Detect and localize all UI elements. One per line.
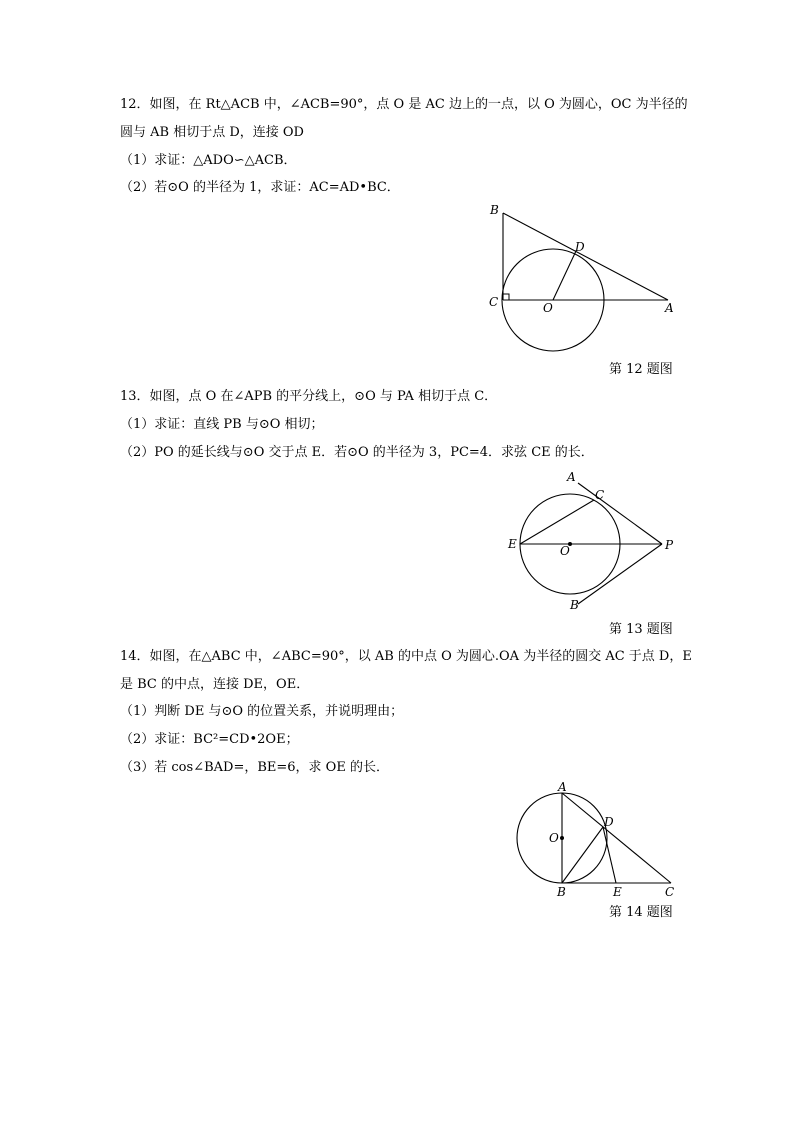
q12-label-B: B <box>490 203 499 217</box>
q12-part1: （1）求证：△ADO∽△ACB． <box>120 153 297 168</box>
q12-line1: 12．如图，在 Rt△ACB 中，∠ACB=90°，点 O 是 AC 边上的一点，以 O 为圆心，OC 为半径的 <box>120 97 688 112</box>
q12-right-angle-mark <box>503 294 509 300</box>
q14-segment-BD <box>562 827 603 883</box>
q13-part1: （1）求证：直线 PB 与⊙O 相切； <box>120 417 324 432</box>
q12-caption: 第 12 题图 <box>609 362 673 377</box>
q14-center-dot <box>560 836 564 840</box>
q13-label-E: E <box>508 537 517 551</box>
q12-label-D: D <box>575 240 585 254</box>
q14-caption: 第 14 题图 <box>609 905 673 920</box>
q13-figure <box>500 466 685 616</box>
q13-label-B: B <box>570 598 579 612</box>
q13-ray-PB <box>578 544 662 604</box>
q14-line1: 14．如图，在△ABC 中，∠ABC=90°，以 AB 的中点 O 为圆心.OA 为半径的圆交 AC 于点 D，E <box>120 649 692 664</box>
q12-label-A: A <box>665 301 674 315</box>
q14-figure <box>505 778 685 898</box>
q12-part2: （2）若⊙O 的半径为 1，求证：AC=AD•BC． <box>120 180 400 195</box>
q14-label-A: A <box>558 780 567 794</box>
q13-caption: 第 13 题图 <box>609 622 673 637</box>
q14-part3: （3）若 cos∠BAD=，BE=6，求 OE 的长． <box>120 760 389 775</box>
q13-label-P: P <box>665 538 674 552</box>
q12-segment-BA <box>503 213 668 300</box>
q14-segment-AC <box>562 793 671 883</box>
q14-label-C: C <box>665 885 675 898</box>
q12-label-O: O <box>543 301 553 315</box>
q14-part2: （2）求证：BC²=CD•2OE； <box>120 732 299 747</box>
q14-label-B: B <box>557 885 566 898</box>
q14-line2: 是 BC 的中点，连接 DE，OE． <box>120 677 310 692</box>
q14-label-D: D <box>604 815 614 829</box>
q12-segment-OD <box>553 251 576 300</box>
q14-label-O: O <box>549 831 559 845</box>
q13-line1: 13．如图，点 O 在∠APB 的平分线上，⊙O 与 PA 相切于点 C． <box>120 389 498 404</box>
q12-line2: 圆与 AB 相切于点 D，连接 OD <box>120 125 304 140</box>
q13-chord-CE <box>520 500 594 544</box>
q14-part1: （1）判断 DE 与⊙O 的位置关系，并说明理由； <box>120 704 404 719</box>
q13-label-O: O <box>560 544 570 558</box>
q12-label-C: C <box>489 295 499 309</box>
q13-label-C: C <box>595 488 605 502</box>
q13-ray-PA <box>578 483 662 544</box>
q13-label-A: A <box>567 470 576 484</box>
q14-label-E: E <box>613 885 622 898</box>
q12-figure <box>480 196 680 358</box>
q13-part2: （2）PO 的延长线与⊙O 交于点 E．若⊙O 的半径为 3，PC=4．求弦 CE 的长． <box>120 445 594 460</box>
